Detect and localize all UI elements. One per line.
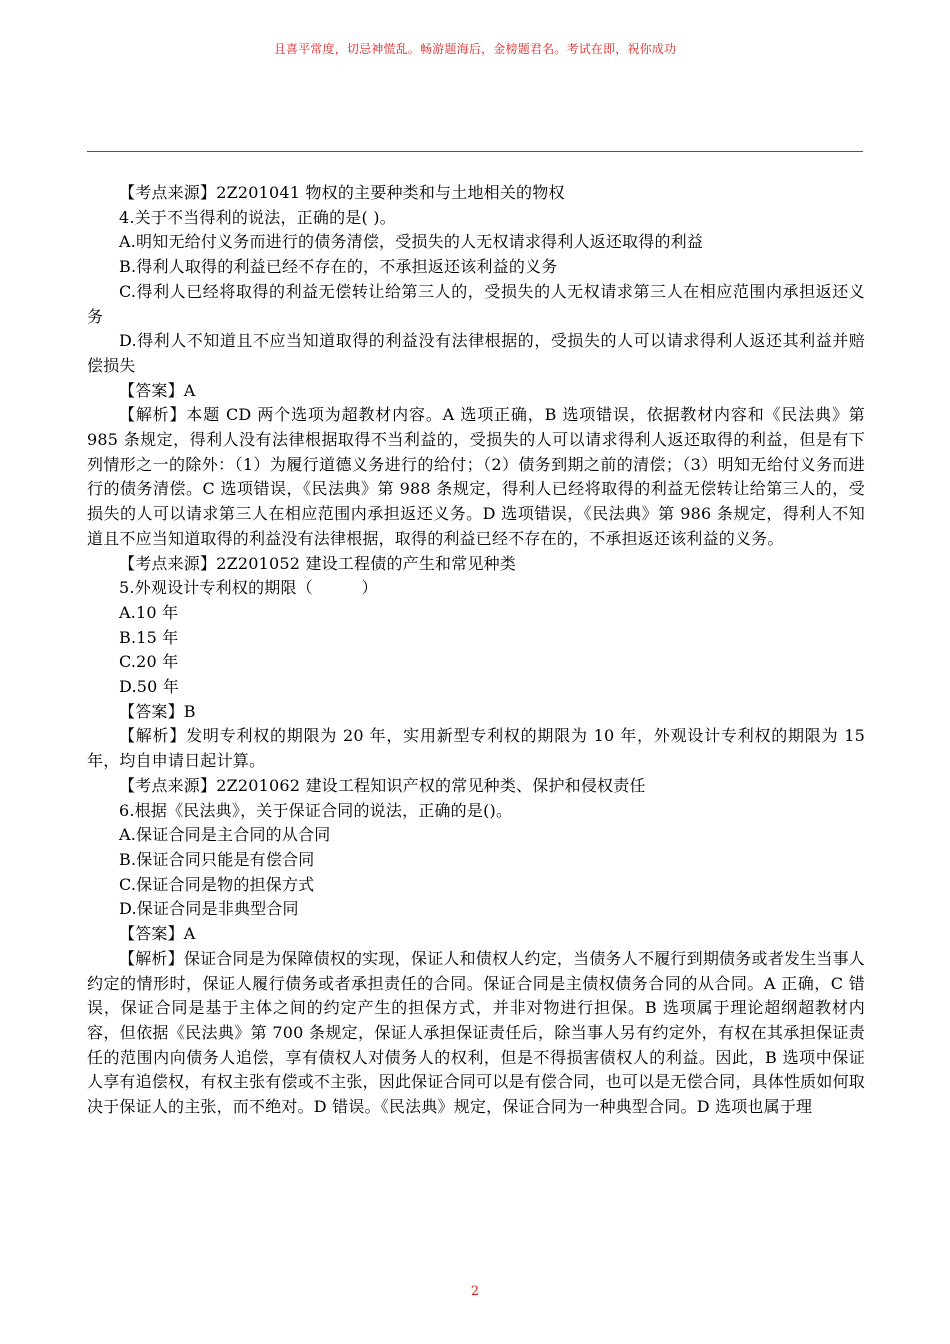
q6-option-b: B.保证合同只能是有偿合同 — [119, 849, 315, 869]
question-5: 5.外观设计专利权的期限（ ） — [119, 578, 378, 598]
header-divider — [87, 151, 863, 152]
q4-option-c: C.得利人已经将取得的利益无偿转让给第三人的，受损失的人无权请求第三人在相应范围内承担返还义务 — [87, 281, 865, 326]
q4-option-b: B.得利人取得的利益已经不存在的，不承担返还该利益的义务 — [119, 257, 558, 277]
q5-option-d: D.50 年 — [119, 677, 179, 697]
q4-answer: 【答案】A — [119, 380, 196, 400]
question-4: 4.关于不当得利的说法，正确的是( )。 — [119, 207, 396, 227]
q4-option-a: A.明知无给付义务而进行的债务清偿，受损失的人无权请求得利人返还取得的利益 — [119, 232, 704, 252]
page-header-slogan: 且喜平常度，切忌神慌乱。畅游题海后，金榜题君名。考试在即，祝你成功 — [273, 42, 677, 56]
q6-option-c: C.保证合同是物的担保方式 — [119, 874, 315, 894]
q5-analysis: 【解析】发明专利权的期限为 20 年，实用新型专利权的期限为 10 年，外观设计专利权的期限为 15 年，均自申请日起计算。 — [87, 726, 865, 771]
q5-option-b: B.15 年 — [119, 627, 179, 647]
q5-answer: 【答案】B — [119, 701, 196, 721]
q4-option-d: D.得利人不知道且不应当知道取得的利益没有法律根据的，受损失的人可以请求得利人返还其利益并赔偿损失 — [87, 331, 865, 375]
document-body — [87, 181, 865, 1120]
q5-option-a: A.10 年 — [119, 602, 179, 622]
q6-option-d: D.保证合同是非典型合同 — [119, 899, 299, 919]
q6-answer: 【答案】A — [119, 924, 196, 944]
source-line: 【考点来源】2Z201052 建设工程债的产生和常见种类 — [119, 553, 517, 573]
source-line: 【考点来源】2Z201041 物权的主要种类和与土地相关的物权 — [119, 183, 565, 202]
question-6: 6.根据《民法典》，关于保证合同的说法，正确的是()。 — [119, 800, 513, 820]
q5-option-c: C.20 年 — [119, 652, 179, 672]
q4-analysis: 【解析】本题 CD 两个选项为超教材内容。A 选项正确，B 选项错误，依据教材内容和《民法典》第 985 条规定，得利人没有法律根据取得不当利益的，受损失的人可以请求得利人返还取得的利益，但是有下列情形之一的除外：（1）为履行道德义务进行的给付；（2）债务到期之前的清偿；（3）明知无给付义务而进行的债务清偿。C 选项错误，《民法典》第 988 条规定，得利人已经将取得的利益无偿转让给第三人的，受损失的人可以请求第三人在相应范围内承担返还义务。D 选项错误，《民法典》第 986 条规定，得利人不知道且不应当知道取得的利益没有法律根据，取得的利益已经不存在的，不承担返还该利益的义务。 — [87, 405, 865, 548]
page-number: 2 — [470, 1284, 480, 1299]
q6-analysis: 【解析】保证合同是为保障债权的实现，保证人和债权人约定，当债务人不履行到期债务或者发生当事人约定的情形时，保证人履行债务或者承担责任的合同。保证合同是主债权债务合同的从合同。A 正确，C 错误，保证合同是基于主体之间的约定产生的担保方式，并非对物进行担保。B 选项属于理论超纲超教材内容，但依据《民法典》第 700 条规定，保证人承担保证责任后，除当事人另有约定外，有权在其承担保证责任的范围内向债务人追偿，享有债权人对债务人的权利，但是不得损害债权人的利益。因此，B 选项中保证人享有追偿权，有权主张有偿或不主张，因此保证合同可以是有偿合同，也可以是无偿合同，具体性质如何取决于保证人的主张，而不绝对。D 错误。《民法典》规定，保证合同为一种典型合同。D 选项也属于理 — [87, 948, 865, 1117]
source-line: 【考点来源】2Z201062 建设工程知识产权的常见种类、保护和侵权责任 — [119, 775, 646, 795]
q6-option-a: A.保证合同是主合同的从合同 — [119, 825, 331, 845]
